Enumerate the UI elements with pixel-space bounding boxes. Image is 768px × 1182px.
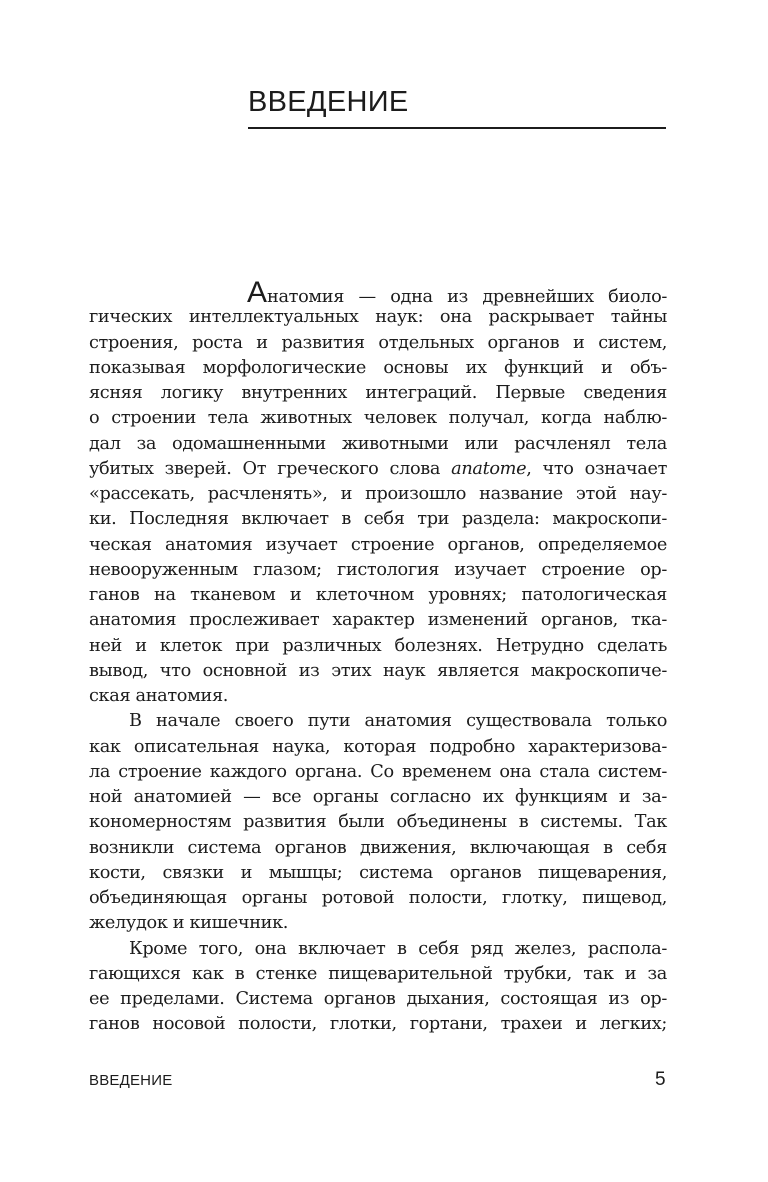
- paragraph-1-line: «рассекать, расчленять», и произошло название этой нау-: [89, 484, 667, 504]
- paragraph-1-line: ней и клеток при различных болезнях. Нетрудно сделать: [89, 635, 667, 656]
- paragraph-2-line: В начале своего пути анатомия существовала только: [129, 711, 667, 732]
- paragraph-1-line: показывая морфологические основы их функций и объ-: [89, 357, 667, 378]
- paragraph-1-line: дал за одомашненными животными или расчленял тела: [89, 433, 667, 454]
- paragraph-1-line: убитых зверей. От греческого слова anatome, что означает: [89, 458, 668, 479]
- paragraph-1-line: ясняя логику внутренних интеграций. Первые сведения: [89, 383, 667, 403]
- paragraph-1-line: ганов на тканевом и клеточном уровнях; патологическая: [89, 585, 667, 605]
- paragraph-3-line: гающихся как в стенке пищеварительной трубки, так и за: [89, 963, 667, 984]
- paragraph-3-line: Кроме того, она включает в себя ряд желез, распола-: [129, 938, 667, 959]
- title-rule: [248, 127, 666, 129]
- paragraph-1-line: ская анатомия.: [89, 686, 229, 706]
- page-number: 5: [655, 1069, 666, 1090]
- paragraph-3-line: ганов носовой полости, глотки, гортани, трахеи и легких;: [89, 1014, 667, 1035]
- paragraph-1-line: вывод, что основной из этих наук является макроскопиче-: [89, 660, 667, 681]
- paragraph-1-line: Анатомия — одна из древнейших биоло-: [247, 276, 667, 309]
- paragraph-2-line: возникли система органов движения, включающая в себя: [89, 837, 667, 858]
- paragraph-1-line: ки. Последняя включает в себя три раздела: макроскопи-: [89, 509, 667, 530]
- paragraph-2-line: кономерностям развития были объединены в системы. Так: [89, 812, 667, 833]
- paragraph-1-line: ческая анатомия изучает строение органов, определяемое: [89, 534, 667, 555]
- italic-term: anatome: [451, 458, 527, 479]
- paragraph-2-line: желудок и кишечник.: [89, 913, 289, 934]
- chapter-title: ВВЕДЕНИЕ: [248, 86, 409, 118]
- paragraph-2-line: кости, связки и мышцы; система органов пищеварения,: [89, 862, 667, 883]
- paragraph-1-line: строения, роста и развития отдельных органов и систем,: [89, 332, 667, 353]
- paragraph-1-line: анатомия прослеживает характер изменений органов, тка-: [89, 610, 667, 631]
- paragraph-1-line: о строении тела животных человек получал, когда наблю-: [89, 408, 667, 429]
- paragraph-3-line: ее пределами. Система органов дыхания, состоящая из ор-: [89, 989, 667, 1009]
- paragraph-1-line: невооруженным глазом; гистология изучает строение ор-: [89, 559, 667, 580]
- drop-cap: А: [247, 276, 268, 309]
- running-footer-section: ВВЕДЕНИЕ: [89, 1072, 173, 1089]
- paragraph-1-line: гических интеллектуальных наук: она раскрывает тайны: [89, 307, 667, 328]
- paragraph-2-line: объединяющая органы ротовой полости, глотку, пищевод,: [89, 888, 667, 908]
- paragraph-2-line: ла строение каждого органа. Со временем она стала систем-: [89, 761, 667, 782]
- paragraph-2-line: ной анатомией — все органы согласно их функциям и за-: [89, 787, 667, 807]
- paragraph-2-line: как описательная наука, которая подробно характеризова-: [89, 736, 667, 757]
- main-text: [89, 276, 668, 1038]
